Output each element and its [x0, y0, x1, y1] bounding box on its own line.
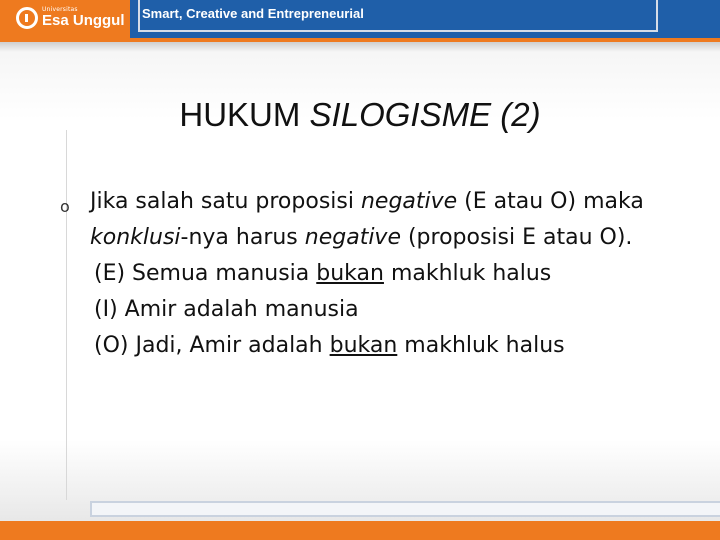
- title-plain: HUKUM: [179, 96, 310, 133]
- example-premise-major: [90, 256, 690, 292]
- logo-small-text: Universitas: [42, 6, 78, 13]
- text-run: (E) Semua manusia: [94, 261, 317, 286]
- text-run-underlined: bukan: [316, 261, 384, 286]
- bullet-icon: o: [60, 197, 70, 216]
- text-run: makhluk halus: [383, 261, 552, 286]
- text-run: (I) Amir adalah manusia: [94, 297, 359, 322]
- university-logo: [0, 0, 130, 38]
- example-premise-minor: [90, 292, 690, 328]
- text-run: (O) Jadi, Amir adalah: [94, 333, 330, 358]
- text-run: (proposisi E atau O).: [400, 225, 633, 250]
- left-divider: [66, 130, 67, 500]
- rule-paragraph: [90, 184, 690, 256]
- footer-frame: [90, 501, 720, 517]
- example-conclusion: [90, 328, 690, 364]
- slide-title: [0, 96, 720, 134]
- header-bar: [0, 0, 720, 42]
- logo-name: Esa Unggul: [42, 12, 125, 29]
- text-run: -nya harus: [180, 225, 305, 250]
- header-shadow: [0, 42, 720, 52]
- text-run: Jika salah satu proposisi: [90, 189, 361, 214]
- text-run-italic: negative: [360, 189, 458, 214]
- text-run: (E atau O) maka: [457, 189, 644, 214]
- logo-mark-icon: [16, 7, 38, 29]
- text-run-italic: negative: [304, 225, 401, 250]
- footer-bar: [0, 497, 720, 540]
- text-run: makhluk halus: [397, 333, 565, 358]
- slide-body: [90, 184, 690, 364]
- tagline: Smart, Creative and Entrepreneurial: [142, 6, 364, 21]
- text-run-underlined: bukan: [329, 333, 398, 358]
- footer-stripe: [0, 521, 720, 540]
- text-run-italic: konklusi: [90, 225, 181, 250]
- title-italic: SILOGISME (2): [309, 96, 541, 133]
